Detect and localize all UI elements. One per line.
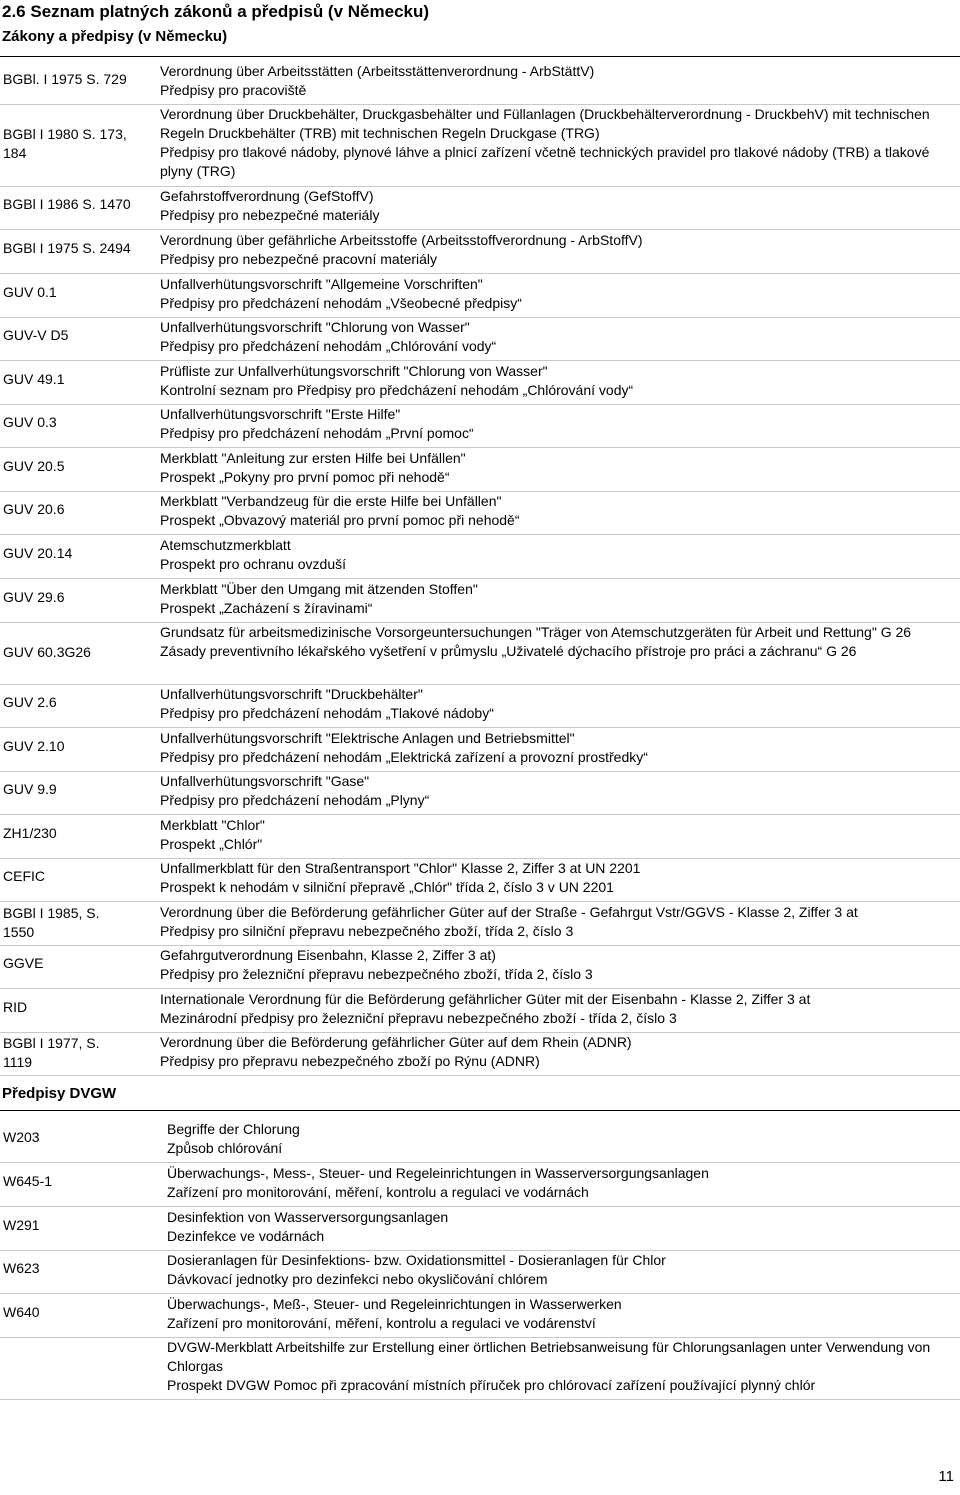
description-original: Unfallverhütungsvorschrift "Allgemeine Vorschriften" — [160, 276, 483, 292]
description-translation: Mezinárodní předpisy pro železniční přepravu nebezpečného zboží - třída 2, číslo 3 — [160, 1010, 677, 1026]
section-title-dvgw: Předpisy DVGW — [2, 1085, 117, 1102]
row-divider — [0, 273, 960, 274]
description-translation: Zařízení pro monitorování, měření, kontrolu a regulaci ve vodárnách — [167, 1184, 589, 1200]
description-translation: Předpisy pro předcházení nehodám „Všeobecné předpisy“ — [160, 295, 522, 311]
description-translation: Způsob chlórování — [167, 1140, 283, 1156]
regulation-description — [160, 405, 955, 443]
regulation-code-line: GUV 20.5 — [3, 458, 65, 474]
regulation-description — [160, 105, 955, 181]
table-row — [0, 362, 960, 405]
regulation-code — [3, 780, 57, 799]
regulation-description — [160, 362, 955, 400]
description-translation: Předpisy pro železniční přepravu nebezpečného zboží, třída 2, číslo 3 — [160, 966, 593, 982]
description-original: Prüfliste zur Unfallverhütungsvorschrift "Chlorung von Wasser" — [160, 363, 548, 379]
description-original: Unfallverhütungsvorschrift "Erste Hilfe" — [160, 406, 401, 422]
row-divider — [0, 447, 960, 448]
description-original: Verordnung über Druckbehälter, Druckgasbehälter und Füllanlagen (Druckbehälterverordnung - DruckbehV) mit technischen Regeln Druckbehälter (TRB) mit technischen Regeln Druckgase (TRG) — [160, 106, 930, 141]
regulation-description — [167, 1338, 947, 1395]
description-original: Merkblatt "Verbandzeug für die erste Hilfe bei Unfällen" — [160, 493, 502, 509]
section-divider — [0, 56, 960, 57]
section-divider — [0, 1110, 960, 1111]
regulation-description — [167, 1251, 947, 1289]
table-row — [0, 1295, 960, 1338]
regulation-code-line: W623 — [3, 1260, 40, 1276]
table-row — [0, 1120, 960, 1163]
description-original: Grundsatz für arbeitsmedizinische Vorsorgeuntersuchungen "Träger von Atemschutzgeräten für Arbeit und Rettung" G 26 — [160, 624, 912, 640]
regulation-code-line: BGBl I 1985, S. — [3, 905, 100, 921]
regulation-description — [160, 231, 955, 269]
regulation-description — [160, 492, 955, 530]
regulation-code-line: 1119 — [3, 1054, 33, 1070]
regulation-description — [160, 536, 955, 574]
table-row — [0, 62, 960, 105]
description-translation: Předpisy pro předcházení nehodám „Tlakové nádoby“ — [160, 705, 494, 721]
description-original: Atemschutzmerkblatt — [160, 537, 291, 553]
table-row — [0, 946, 960, 989]
regulation-code — [3, 239, 131, 258]
regulation-code — [3, 643, 91, 662]
regulation-code-line: BGBl I 1977, S. — [3, 1035, 100, 1051]
regulation-description — [167, 1120, 947, 1158]
table-row — [0, 903, 960, 946]
regulation-code — [3, 1034, 100, 1072]
section-title-laws: Zákony a předpisy (v Německu) — [2, 28, 228, 45]
description-original: Verordnung über gefährliche Arbeitsstoffe (Arbeitsstoffverordnung - ArbStoffV) — [160, 232, 643, 248]
regulation-code-line: GUV 2.6 — [3, 694, 57, 710]
regulation-code — [3, 1259, 40, 1278]
description-original: Unfallmerkblatt für den Straßentransport "Chlor" Klasse 2, Ziffer 3 at UN 2201 — [160, 860, 641, 876]
description-original: DVGW-Merkblatt Arbeitshilfe zur Erstellung einer örtlichen Betriebsanweisung für Chlorungsanlagen unter Verwendung von Chlorgas — [167, 1339, 931, 1374]
table-row — [0, 275, 960, 318]
table-row — [0, 729, 960, 772]
row-divider — [0, 578, 960, 579]
description-original: Überwachungs-, Meß-, Steuer- und Regeleinrichtungen in Wasserwerken — [167, 1296, 622, 1312]
table-row — [0, 492, 960, 535]
regulation-description — [160, 1033, 955, 1071]
regulation-code — [3, 1128, 40, 1147]
regulation-code-line: GUV 9.9 — [3, 781, 57, 797]
regulation-code — [3, 824, 57, 843]
description-translation: Předpisy pro předcházení nehodám „Elektrická zařízení a provozní prostředky“ — [160, 749, 648, 765]
regulation-code — [3, 326, 68, 345]
description-original: Internationale Verordnung für die Beförderung gefährlicher Güter mit der Eisenbahn - Klasse 2, Ziffer 3 at — [160, 991, 811, 1007]
regulation-code-line: RID — [3, 999, 28, 1015]
regulation-code — [3, 283, 57, 302]
regulation-description — [160, 990, 955, 1028]
description-translation: Předpisy pro silniční přepravu nebezpečného zboží, třída 2, číslo 3 — [160, 923, 574, 939]
description-original: Merkblatt "Anleitung zur ersten Hilfe bei Unfällen" — [160, 450, 466, 466]
description-translation: Předpisy pro předcházení nehodám „První pomoc“ — [160, 425, 474, 441]
regulation-code — [3, 125, 127, 163]
regulation-description — [160, 685, 955, 723]
description-original: Unfallverhütungsvorschrift "Druckbehälter" — [160, 686, 423, 702]
regulation-code — [3, 457, 64, 476]
regulation-code-line: W645-1 — [3, 1173, 53, 1189]
regulation-code — [3, 1172, 52, 1191]
regulation-description — [160, 318, 955, 356]
description-translation: Předpisy pro předcházení nehodám „Chlórování vody“ — [160, 338, 497, 354]
row-divider — [0, 534, 960, 535]
regulation-description — [160, 946, 955, 984]
table-row — [0, 1251, 960, 1294]
description-translation: Prospekt DVGW Pomoc při zpracování místních příruček pro chlórovací zařízení používající plynný chlór — [167, 1377, 816, 1393]
regulation-description — [160, 187, 955, 225]
regulation-code-line: GUV 20.6 — [3, 501, 65, 517]
description-translation: Dezinfekce ve vodárnách — [167, 1228, 325, 1244]
description-translation: Prospekt pro ochranu ovzduší — [160, 556, 346, 572]
description-original: Unfallverhütungsvorschrift "Chlorung von Wasser" — [160, 319, 470, 335]
description-translation: Předpisy pro přepravu nebezpečného zboží po Rýnu (ADNR) — [160, 1053, 540, 1069]
table-row — [0, 580, 960, 623]
description-original: Merkblatt "Chlor" — [160, 817, 265, 833]
regulation-code-line: GUV 0.1 — [3, 284, 57, 300]
regulation-code-line: 1550 — [3, 924, 35, 940]
regulation-description — [160, 772, 955, 810]
description-original: Gefahrstoffverordnung (GefStoffV) — [160, 188, 374, 204]
row-divider — [0, 1162, 960, 1163]
regulation-code-line: 184 — [3, 145, 27, 161]
description-original: Verordnung über die Beförderung gefährlicher Güter auf dem Rhein (ADNR) — [160, 1034, 632, 1050]
description-original: Gefahrgutverordnung Eisenbahn, Klasse 2, Ziffer 3 at) — [160, 947, 496, 963]
row-divider — [0, 1399, 960, 1400]
regulation-code-line: GUV 29.6 — [3, 589, 65, 605]
regulation-code — [3, 413, 57, 432]
table-row — [0, 816, 960, 859]
regulation-code — [3, 954, 43, 973]
regulation-code-line: ZH1/230 — [3, 825, 57, 841]
table-row — [0, 1208, 960, 1251]
table-row — [0, 318, 960, 361]
table-row — [0, 405, 960, 448]
regulation-description — [160, 580, 955, 618]
row-divider — [0, 1293, 960, 1294]
regulation-code — [3, 195, 131, 214]
regulation-code — [3, 544, 72, 563]
description-original: Unfallverhütungsvorschrift "Elektrische Anlagen und Betriebsmittel" — [160, 730, 575, 746]
regulation-code — [3, 693, 57, 712]
table-row — [0, 105, 960, 187]
table-row — [0, 623, 960, 685]
table-row — [0, 772, 960, 815]
regulation-code-line: CEFIC — [3, 868, 45, 884]
regulation-code — [3, 588, 64, 607]
regulation-code — [3, 998, 27, 1017]
description-translation: Předpisy pro nebezpečné pracovní materiály — [160, 251, 438, 267]
row-divider — [0, 229, 960, 230]
description-translation: Zásady preventivního lékařského vyšetření v průmyslu „Uživatelé dýchacího přístroje pro práci a záchranu“ G 26 — [160, 643, 857, 659]
description-translation: Předpisy pro nebezpečné materiály — [160, 207, 380, 223]
row-divider — [0, 988, 960, 989]
regulation-description — [160, 859, 955, 897]
regulation-code-line: GUV 2.10 — [3, 738, 65, 754]
regulation-code-line: BGBl I 1980 S. 173, — [3, 126, 127, 142]
table-row — [0, 990, 960, 1033]
description-translation: Předpisy pro tlakové nádoby, plynové láhve a plnicí zařízení včetně technických pravidel pro tlakové nádoby (TRB) a tlakové plyny (TRG) — [160, 144, 930, 179]
table-row — [0, 859, 960, 902]
description-original: Dosieranlagen für Desinfektions- bzw. Oxidationsmittel - Dosieranlagen für Chlor — [167, 1252, 666, 1268]
description-translation: Prospekt „Obvazový materiál pro první pomoc při nehodě“ — [160, 512, 520, 528]
regulation-description — [167, 1295, 947, 1333]
row-divider — [0, 360, 960, 361]
regulation-description — [160, 729, 955, 767]
regulation-code — [3, 1216, 40, 1235]
regulation-code-line: GUV 60.3G26 — [3, 644, 91, 660]
description-original: Desinfektion von Wasserversorgungsanlagen — [167, 1209, 449, 1225]
regulation-description — [160, 623, 955, 661]
description-original: Begriffe der Chlorung — [167, 1121, 300, 1137]
regulation-code — [3, 1303, 40, 1322]
page-heading: 2.6 Seznam platných zákonů a předpisů (v Německu) — [2, 2, 430, 21]
description-translation: Zařízení pro monitorování, měření, kontrolu a regulaci ve vodárenství — [167, 1315, 596, 1331]
regulation-description — [160, 62, 955, 100]
regulation-code — [3, 370, 64, 389]
description-translation: Dávkovací jednotky pro dezinfekci nebo okysličování chlórem — [167, 1271, 548, 1287]
table-row — [0, 536, 960, 579]
description-translation: Prospekt „Chlór" — [160, 836, 263, 852]
regulation-description — [160, 275, 955, 313]
description-translation: Prospekt k nehodám v silniční přepravě „Chlór" třída 2, číslo 3 v UN 2201 — [160, 879, 614, 895]
regulation-code — [3, 500, 64, 519]
regulation-description — [160, 816, 955, 854]
description-translation: Kontrolní seznam pro Předpisy pro předcházení nehodám „Chlórování vody“ — [160, 382, 634, 398]
row-divider — [0, 727, 960, 728]
page-number: 11 — [938, 1468, 954, 1485]
regulation-code-line: W291 — [3, 1217, 40, 1233]
table-row — [0, 1164, 960, 1207]
description-original: Verordnung über Arbeitsstätten (Arbeitsstättenverordnung - ArbStättV) — [160, 63, 595, 79]
regulation-description — [167, 1164, 947, 1202]
row-divider — [0, 1075, 960, 1076]
regulation-code-line: GUV 20.14 — [3, 545, 73, 561]
regulation-code-line: GUV 0.3 — [3, 414, 57, 430]
row-divider — [0, 901, 960, 902]
description-original: Unfallverhütungsvorschrift "Gase" — [160, 773, 370, 789]
description-translation: Předpisy pro pracoviště — [160, 82, 307, 98]
table-row — [0, 231, 960, 274]
regulation-code-line: BGBl I 1975 S. 2494 — [3, 240, 131, 256]
description-translation: Předpisy pro předcházení nehodám „Plyny“ — [160, 792, 430, 808]
regulation-code-line: W640 — [3, 1304, 40, 1320]
table-row — [0, 1338, 960, 1400]
regulation-code-line: GUV-V D5 — [3, 327, 69, 343]
regulation-code-line: W203 — [3, 1129, 40, 1145]
description-original: Überwachungs-, Mess-, Steuer- und Regeleinrichtungen in Wasserversorgungsanlagen — [167, 1165, 709, 1181]
regulation-code — [3, 904, 100, 942]
table-row — [0, 685, 960, 728]
regulation-code-line: BGBl. I 1975 S. 729 — [3, 71, 127, 87]
table-row — [0, 1033, 960, 1076]
description-original: Merkblatt "Über den Umgang mit ätzenden Stoffen" — [160, 581, 478, 597]
row-divider — [0, 1206, 960, 1207]
description-translation: Prospekt „Pokyny pro první pomoc při nehodě“ — [160, 469, 450, 485]
regulation-code — [3, 867, 45, 886]
regulation-description — [160, 449, 955, 487]
row-divider — [0, 814, 960, 815]
table-row — [0, 449, 960, 492]
regulation-code-line: BGBl I 1986 S. 1470 — [3, 196, 131, 212]
description-original: Verordnung über die Beförderung gefährlicher Güter auf der Straße - Gefahrgut Vstr/GGVS - Klasse 2, Ziffer 3 at — [160, 904, 858, 920]
description-translation: Prospekt „Zacházení s žíravinami“ — [160, 600, 373, 616]
table-row — [0, 187, 960, 230]
regulation-code — [3, 737, 64, 756]
regulation-description — [160, 903, 955, 941]
regulation-code — [3, 70, 127, 89]
regulation-code-line: GUV 49.1 — [3, 371, 65, 387]
regulation-description — [167, 1208, 947, 1246]
regulation-code-line: GGVE — [3, 955, 44, 971]
